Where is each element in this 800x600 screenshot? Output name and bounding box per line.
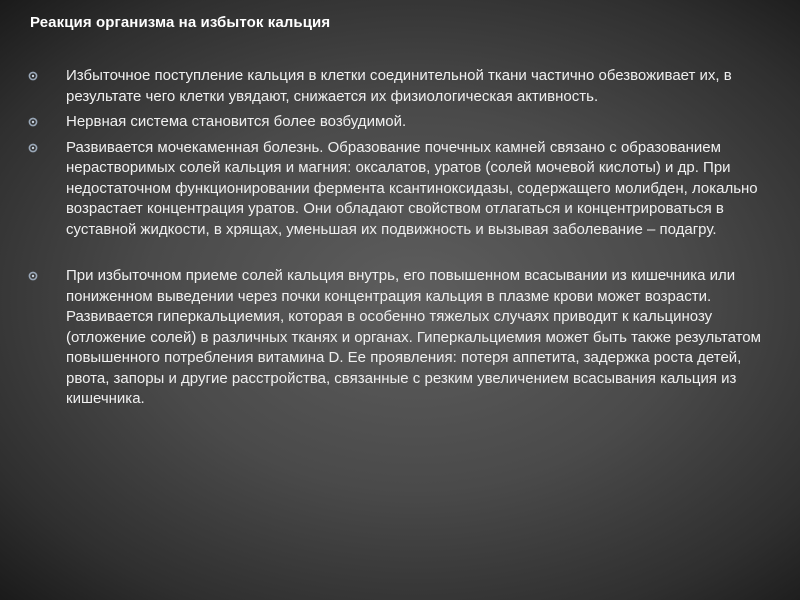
bullet-item (28, 112, 780, 133)
ring-bullet-icon (28, 117, 38, 127)
ring-bullet-icon (28, 143, 38, 153)
ring-bullet-icon (28, 271, 38, 281)
bullet-item (28, 266, 780, 410)
slide-title: Реакция организма на избыток кальция (30, 14, 331, 31)
bullet-item (28, 66, 780, 107)
bullet-text: Избыточное поступление кальция в клетки соединительной ткани частично обезвоживает их, в результате чего клетки увядают, снижается их физиологическая активность. (66, 67, 732, 105)
bullet-list (28, 66, 780, 415)
bullet-text: Нервная система становится более возбудимой. (66, 113, 407, 130)
bullet-text: Развивается мочекаменная болезнь. Образование почечных камней связано с образованием нерастворимых солей кальция и магния: оксалатов, уратов (солей мочевой кислоты) и др. При недостаточном функционировании фермента ксантиноксидазы, содержащего молибден, локально возрастает концентрация уратов. Они обладают свойством отлагаться и концентрироваться в суставной жидкости, в хрящах, уменьшая их подвижность и вызывая заболевание – подагру. (66, 138, 758, 238)
ring-bullet-icon (28, 71, 38, 81)
bullet-item (28, 138, 780, 241)
bullet-text: При избыточном приеме солей кальция внутрь, его повышенном всасывании из кишечника или пониженном выведении через почки концентрация кальция в плазме крови может возрасти. Развивается гиперкальциемия, которая в особенно тяжелых случаях приводит к кальцинозу (отложение солей) в различных тканях и органах. Гиперкальциемия может быть также результатом повышенного потребления витамина D. Ее проявления: потеря аппетита, задержка роста детей, рвота, запоры и другие расстройства, связанные с резким увеличением всасывания кальция из кишечника. (66, 267, 761, 407)
